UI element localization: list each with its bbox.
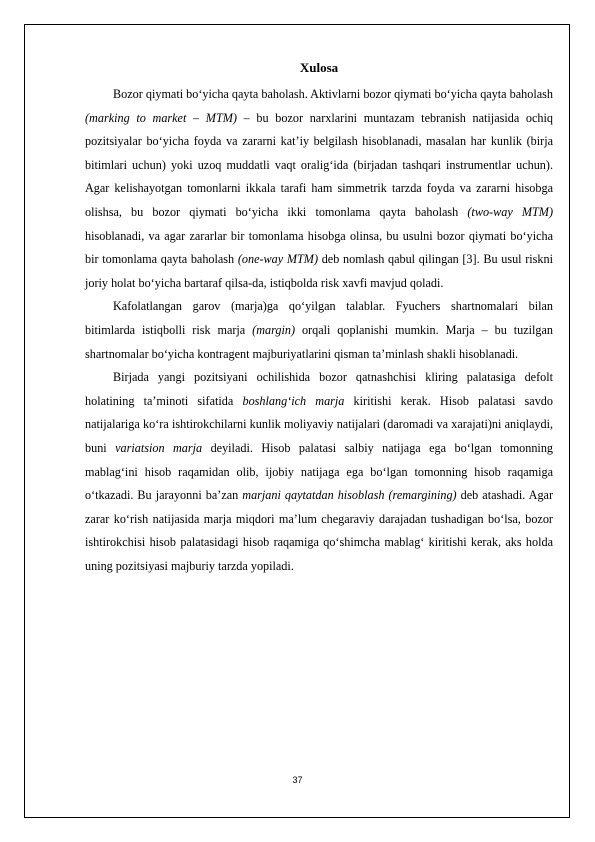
text-run: – bu bozor narxlarini muntazam tebranish natijasida ochiq pozitsiyalar bo‘yicha foyda va zararni kat’iy belgilash hisoblanadi, masalan har kunlik (birja bitimlari uchun) yoki uzoq muddatli vaqt oralig‘ida (birjadan tashqari instrumentlar uchun). Agar kelishayotgan tomonlarni ikkala tarafi ham simmetrik tarzda foyda va zararni hisobga olishsa, bu bozor qiymati bo‘yicha ikki tomonlama qayta baholash bbox=[85, 110, 553, 219]
term-marking-to-market: (marking to market – MTM) bbox=[85, 110, 237, 125]
text-run: Kafolatlangan garov (marja)ga qo‘yilgan talablar. Fyuchers shartnomalari bilan bitimlarda istiqbolli risk marja bbox=[85, 299, 553, 337]
text-run: deb atashadi. Agar zarar ko‘rish natijasida marja miqdori ma’lum chegaraviy darajadan tushadigan bo‘lsa, bozor ishtirokchisi hisob palatasidagi hisob raqamiga qo‘shimcha mablag‘ kiritishi kerak, aks holda uning pozitsiyasi majburiy tarzda yopiladi. bbox=[85, 488, 554, 573]
term-one-way-mtm: (one-way MTM) bbox=[237, 252, 319, 267]
text-run: deyiladi. Hisob palatasi salbiy natijaga ega bo‘lgan tomonning mablag‘ini hisob raqamidan olib, ijobiy natijaga ega bo‘lgan tomonning hisob raqamiga o‘tkazadi. Bu jarayonni ba’zan bbox=[85, 440, 554, 503]
term-initial-margin: boshlang‘ich marja bbox=[242, 393, 345, 408]
paragraph-margin bbox=[85, 295, 553, 366]
text-run: Birjada yangi pozitsiyani ochilishida bozor qatnashchisi kliring palatasiga defolt holatining ta’minoti sifatida bbox=[85, 370, 553, 408]
text-run: kiritishi kerak. Hisob palatasi savdo natijalariga ko‘ra ishtirokchilarni kunlik moliyaviy natijalari (daromadi va xarajati)ni aniqlaydi, buni bbox=[85, 393, 553, 455]
term-variation-margin: variatsion marja bbox=[115, 440, 203, 455]
text-run: Bozor qiymati bo‘yicha qayta baholash. Aktivlarni bozor qiymati bo‘yicha qayta baholash bbox=[113, 87, 553, 101]
term-remargining: marjani qaytatdan hisoblash (remargining) bbox=[242, 488, 457, 503]
term-two-way-mtm: (two-way MTM) bbox=[467, 204, 554, 219]
page-number: 37 bbox=[292, 775, 303, 785]
text-run: deb nomlash qabul qilingan [3]. Bu usul riskni joriy holat bo‘yicha bartaraf qilsa-da, istiqbolda risk xavfi mavjud qoladi. bbox=[85, 252, 553, 290]
text-run: hisoblanadi, va agar zararlar bir tomonlama hisobga olinsa, bu usulni bozor qiymati bo‘yicha bir tomonlama qayta baholash bbox=[85, 228, 553, 267]
paragraph-clearing bbox=[85, 366, 553, 578]
paragraph-mtm bbox=[85, 83, 553, 295]
text-run: orqali qoplanishi mumkin. Marja – bu tuzilgan shartnomalar bo‘yicha kontragent majburiyatlarini qisman ta’minlash shakli hisoblanadi. bbox=[85, 322, 553, 361]
document-body bbox=[85, 56, 553, 578]
page-title: Xulosa bbox=[299, 60, 339, 75]
term-margin: (margin) bbox=[252, 322, 296, 337]
